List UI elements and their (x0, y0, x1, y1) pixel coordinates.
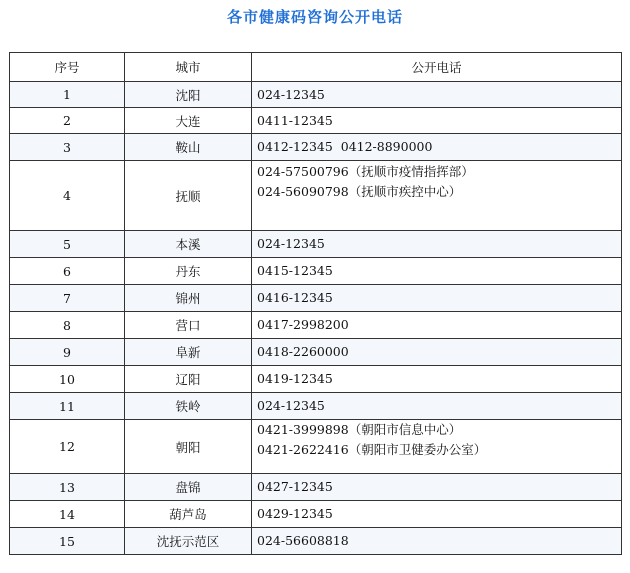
cell-no: 3 (10, 134, 125, 161)
phone-number: 0412-12345 0412-8890000 (257, 139, 433, 154)
header-city: 城市 (125, 53, 252, 82)
cell-phone (252, 474, 622, 501)
cell-no: 1 (10, 82, 125, 108)
cell-phone (252, 501, 622, 528)
cell-city: 鞍山 (125, 134, 252, 161)
table-row (10, 339, 622, 366)
phone-number: 024-56608818 (257, 533, 349, 548)
cell-no: 4 (10, 161, 125, 231)
phone-number: 024-56090798（抚顺市疾控中心） (257, 184, 462, 199)
cell-no: 7 (10, 285, 125, 312)
phone-number: 0415-12345 (257, 263, 333, 278)
phone-number: 0427-12345 (257, 479, 333, 494)
table-row (10, 366, 622, 393)
cell-no: 6 (10, 258, 125, 285)
cell-no: 15 (10, 528, 125, 555)
cell-city: 沈抚示范区 (125, 528, 252, 555)
cell-phone (252, 231, 622, 258)
table-row (10, 312, 622, 339)
phone-number: 024-12345 (257, 236, 325, 251)
cell-city: 葫芦岛 (125, 501, 252, 528)
cell-phone (252, 366, 622, 393)
cell-no: 12 (10, 420, 125, 474)
cell-city: 抚顺 (125, 161, 252, 231)
table-row (10, 393, 622, 420)
cell-city: 盘锦 (125, 474, 252, 501)
table-header-row (10, 53, 622, 82)
table-row (10, 474, 622, 501)
cell-no: 10 (10, 366, 125, 393)
page-title-text: 各市健康码咨询公开电话 (226, 8, 403, 26)
table-row (10, 285, 622, 312)
phone-number: 0429-12345 (257, 506, 333, 521)
phone-number: 024-57500796（抚顺市疫情指挥部） (257, 164, 474, 179)
cell-no: 11 (10, 393, 125, 420)
cell-no: 2 (10, 108, 125, 134)
header-no: 序号 (10, 53, 125, 82)
table-row (10, 161, 622, 231)
cell-city: 营口 (125, 312, 252, 339)
cell-no: 5 (10, 231, 125, 258)
phone-number: 0417-2998200 (257, 317, 349, 332)
phone-number: 0421-2622416（朝阳市卫健委办公室） (257, 442, 487, 457)
header-phone: 公开电话 (252, 53, 622, 82)
table-row (10, 231, 622, 258)
table-row (10, 420, 622, 474)
phone-number: 0411-12345 (257, 112, 333, 128)
cell-city: 朝阳 (125, 420, 252, 474)
phone-number: 024-12345 (257, 398, 325, 413)
cell-phone (252, 528, 622, 555)
cell-phone (252, 161, 622, 231)
table-row (10, 134, 622, 161)
table-body (10, 82, 622, 555)
cell-no: 9 (10, 339, 125, 366)
cell-phone (252, 258, 622, 285)
cell-city: 丹东 (125, 258, 252, 285)
cell-city: 锦州 (125, 285, 252, 312)
table-row (10, 82, 622, 108)
cell-city: 本溪 (125, 231, 252, 258)
phone-number: 0419-12345 (257, 371, 333, 386)
cell-phone (252, 82, 622, 108)
phone-number: 0421-3999898（朝阳市信息中心） (257, 422, 462, 437)
cell-phone (252, 312, 622, 339)
cell-phone (252, 420, 622, 474)
table-row (10, 501, 622, 528)
cell-phone (252, 108, 622, 134)
cell-phone (252, 393, 622, 420)
cell-city: 沈阳 (125, 82, 252, 108)
cell-city: 铁岭 (125, 393, 252, 420)
table-row (10, 258, 622, 285)
page-title (225, 6, 405, 27)
hotline-table (9, 52, 622, 555)
cell-phone (252, 285, 622, 312)
table-row (10, 108, 622, 134)
cell-phone (252, 134, 622, 161)
cell-no: 13 (10, 474, 125, 501)
cell-no: 8 (10, 312, 125, 339)
cell-no: 14 (10, 501, 125, 528)
cell-city: 辽阳 (125, 366, 252, 393)
cell-phone (252, 339, 622, 366)
phone-number: 0416-12345 (257, 290, 333, 305)
title-wrap (0, 6, 630, 27)
table-row (10, 528, 622, 555)
cell-city: 阜新 (125, 339, 252, 366)
cell-city: 大连 (125, 108, 252, 134)
phone-number: 024-12345 (257, 86, 325, 102)
phone-number: 0418-2260000 (257, 344, 349, 359)
